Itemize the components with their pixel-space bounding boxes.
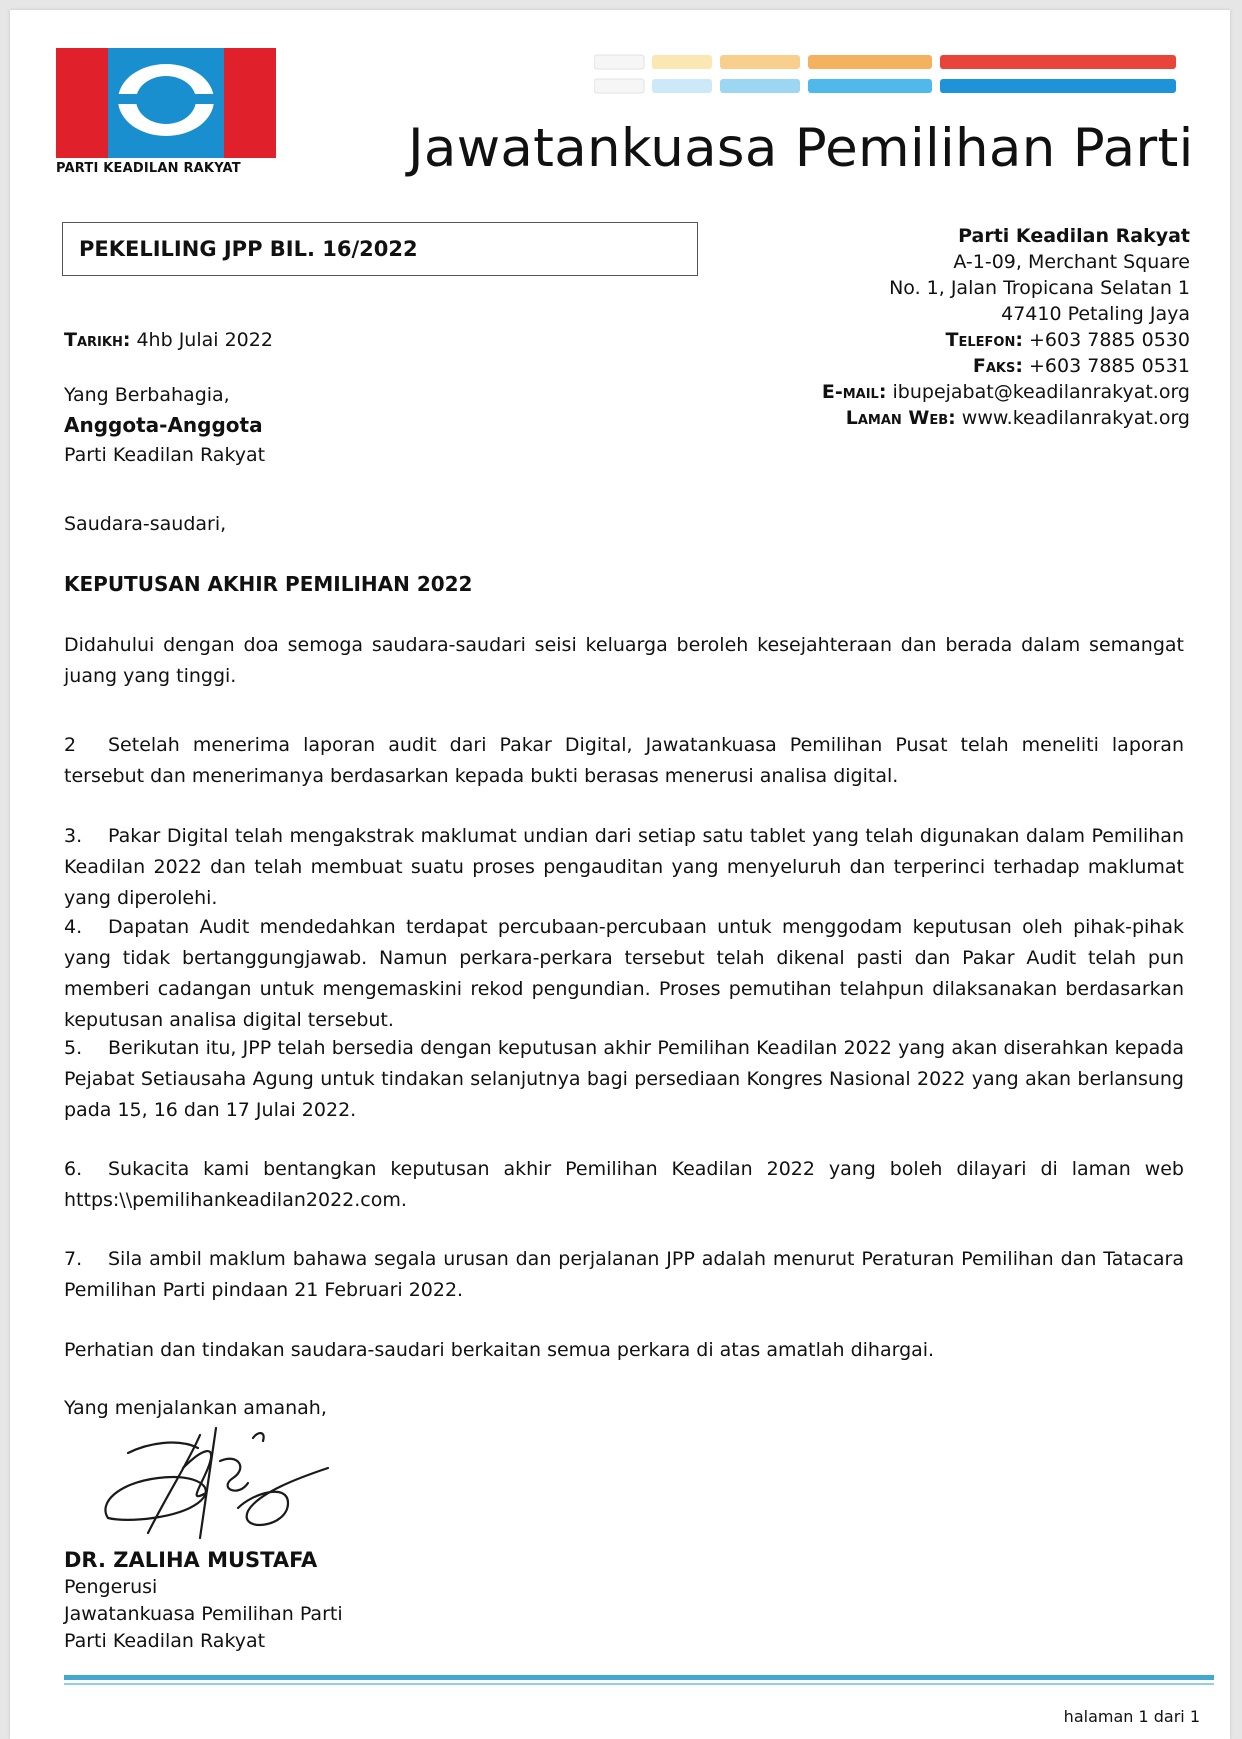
web-row xyxy=(790,405,1190,431)
paragraph-text: Perhatian dan tindakan saudara-saudari berkaitan semua perkara di atas amatlah dihargai. xyxy=(64,1339,935,1361)
paragraph-text: Sila ambil maklum bahawa segala urusan dan perjalanan JPP adalah menurut Peraturan Pemilihan dan Tatacara Pemilihan Parti pindaan 21 Februari 2022. xyxy=(64,1248,1184,1301)
paragraph-3 xyxy=(64,821,1184,914)
fax-row xyxy=(790,353,1190,379)
web-value: www.keadilanrakyat.org xyxy=(961,407,1190,429)
closing-line: Yang menjalankan amanah, xyxy=(64,1397,327,1419)
paragraph-number: 7. xyxy=(64,1248,83,1270)
paragraph-number: 2 xyxy=(64,734,77,756)
address-line-2: No. 1, Jalan Tropicana Selatan 1 xyxy=(889,277,1190,299)
letterhead-title: Jawatankuasa Pemilihan Parti xyxy=(408,118,1194,179)
paragraph-6 xyxy=(64,1154,1184,1216)
web-label: Laman Web: xyxy=(845,407,956,429)
letter-subject: KEPUTUSAN AKHIR PEMILIHAN 2022 xyxy=(64,572,473,596)
signer-name: DR. ZALIHA MUSTAFA xyxy=(64,1548,318,1572)
signer-block xyxy=(64,1547,343,1655)
party-logo xyxy=(56,48,276,176)
date-label: Tarikh: xyxy=(64,329,131,351)
signer-committee: Jawatankuasa Pemilihan Parti xyxy=(64,1603,343,1625)
phone-row xyxy=(790,327,1190,353)
paragraph-5 xyxy=(64,1033,1184,1126)
email-row xyxy=(790,379,1190,405)
letter-page xyxy=(10,10,1230,1739)
footer-rule-thick xyxy=(64,1675,1214,1680)
decorative-color-bars xyxy=(594,49,1176,103)
letter-date xyxy=(64,329,273,351)
address-org: Parti Keadilan Rakyat xyxy=(958,225,1190,247)
paragraph-text: Pakar Digital telah mengakstrak maklumat undian dari setiap satu tablet yang telah digunakan dalam Pemilihan Keadilan 2022 dan telah membuat suatu proses pengauditan yang menyeluruh dan terperinci terhadap maklumat yang diperolehi. xyxy=(64,825,1184,909)
fax-label: Faks: xyxy=(972,355,1023,377)
handwritten-signature xyxy=(88,1423,338,1553)
address-line-1: A-1-09, Merchant Square xyxy=(953,251,1190,273)
recipient-block xyxy=(64,380,265,470)
recipient-salutation: Yang Berbahagia, xyxy=(64,384,230,406)
signer-position: Pengerusi xyxy=(64,1576,158,1598)
paragraph-text: Sukacita kami bentangkan keputusan akhir Pemilihan Keadilan 2022 yang boleh dilayari di laman web https:\\pemilihankeadilan2022.com. xyxy=(64,1158,1184,1211)
recipient-name: Anggota-Anggota xyxy=(64,413,263,437)
paragraph-number: 6. xyxy=(64,1158,83,1180)
paragraph-4 xyxy=(64,912,1184,1036)
phone-value: +603 7885 0530 xyxy=(1029,329,1190,351)
party-logo-name: PARTI KEADILAN RAKYAT xyxy=(56,161,241,176)
email-label: E-mail: xyxy=(821,381,887,403)
pkr-emblem-icon xyxy=(56,48,276,158)
reference-number: PEKELILING JPP BIL. 16/2022 xyxy=(79,237,418,261)
date-value: 4hb Julai 2022 xyxy=(136,329,273,351)
fax-value: +603 7885 0531 xyxy=(1029,355,1190,377)
paragraph-number: 3. xyxy=(64,825,83,847)
address-block xyxy=(790,223,1190,431)
paragraph-7 xyxy=(64,1244,1184,1306)
recipient-org: Parti Keadilan Rakyat xyxy=(64,444,266,466)
signer-org: Parti Keadilan Rakyat xyxy=(64,1630,266,1652)
page-number: halaman 1 dari 1 xyxy=(1063,1707,1200,1726)
paragraph-number: 4. xyxy=(64,916,83,938)
paragraph-8 xyxy=(64,1335,1184,1366)
greeting: Saudara-saudari, xyxy=(64,513,227,535)
address-line-3: 47410 Petaling Jaya xyxy=(1001,303,1190,325)
phone-label: Telefon: xyxy=(945,329,1023,351)
paragraph-number: 5. xyxy=(64,1037,83,1059)
footer-rule-thin xyxy=(64,1683,1214,1685)
email-value: ibupejabat@keadilanrakyat.org xyxy=(892,381,1190,403)
footer-rule xyxy=(64,1675,1214,1687)
paragraph-text: Dapatan Audit mendedahkan terdapat percubaan-percubaan untuk menggodam keputusan oleh pihak-pihak yang tidak bertanggungjawab. Namun perkara-perkara tersebut telah dikenal pasti dan Pakar Audit telah pun memberi cadangan untuk mengemaskini rekod pengundian. Proses pemutihan telahpun dilaksanakan berdasarkan keputusan analisa digital tersebut. xyxy=(64,916,1184,1031)
paragraph-text: Didahului dengan doa semoga saudara-saudari seisi keluarga beroleh kesejahteraan dan berada dalam semangat juang yang tinggi. xyxy=(64,634,1184,687)
paragraph-2 xyxy=(64,730,1184,792)
reference-box xyxy=(62,222,698,276)
paragraph-text: Berikutan itu, JPP telah bersedia dengan keputusan akhir Pemilihan Keadilan 2022 yang akan diserahkan kepada Pejabat Setiausaha Agung untuk tindakan selanjutnya bagi persediaan Kongres Nasional 2022 yang akan berlansung pada 15, 16 dan 17 Julai 2022. xyxy=(64,1037,1184,1121)
paragraph-text: Setelah menerima laporan audit dari Pakar Digital, Jawatankuasa Pemilihan Pusat telah meneliti laporan tersebut dan menerimanya berdasarkan kepada bukti berasas menerusi analisa digital. xyxy=(64,734,1184,787)
paragraph-1 xyxy=(64,630,1184,692)
